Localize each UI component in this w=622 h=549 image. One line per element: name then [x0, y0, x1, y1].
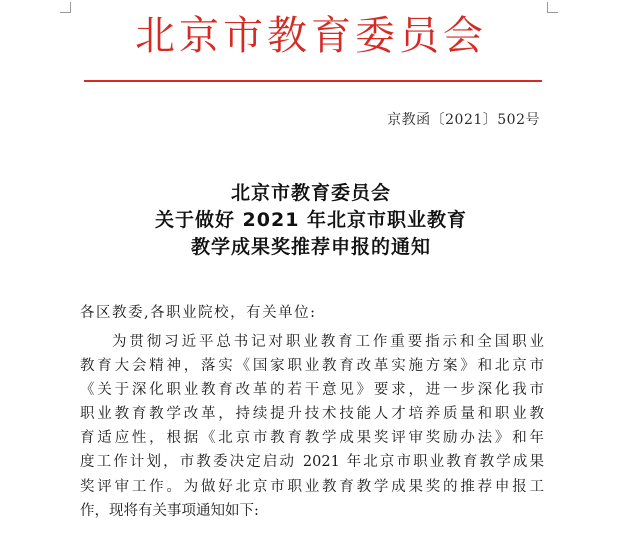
title-line-3: 教学成果奖推荐申报的通知: [190, 236, 431, 258]
title-line-2: 关于做好 2021 年北京市职业教育: [154, 209, 468, 231]
document-number: 京教函〔2021〕502号: [387, 112, 540, 128]
body-line: 《关于深化职业教育改革的若干意见》要求，进一步深化我市: [80, 382, 544, 399]
body-line: 育适应性，根据《北京市教育教学成果奖评审奖励办法》和年: [80, 430, 544, 447]
letterhead-red-rule: [84, 80, 542, 82]
body-line: 度工作计划，市教委决定启动 2021 年北京市职业教育教学成果: [80, 454, 544, 471]
document-title: [0, 180, 622, 261]
body-line: 奖评审工作。为做好北京市职业教育教学成果奖的推荐申报工: [80, 478, 544, 495]
body-paragraph: [80, 330, 544, 523]
body-line: 教育大会精神，落实《国家职业教育改革实施方案》和北京市: [80, 358, 544, 375]
body-line: 职业教育教学改革，持续提升技术技能人才培养质量和职业教: [80, 406, 544, 423]
salutation: 各区教委,各职业院校，有关单位:: [80, 305, 317, 321]
body-line: 为贯彻习近平总书记对职业教育工作重要指示和全国职业: [112, 334, 544, 350]
body-line: 作，现将有关事项通知如下:: [80, 502, 259, 519]
letterhead-organization: 北京市教育委员会: [135, 13, 487, 59]
title-line-1: 北京市教育委员会: [230, 182, 391, 204]
